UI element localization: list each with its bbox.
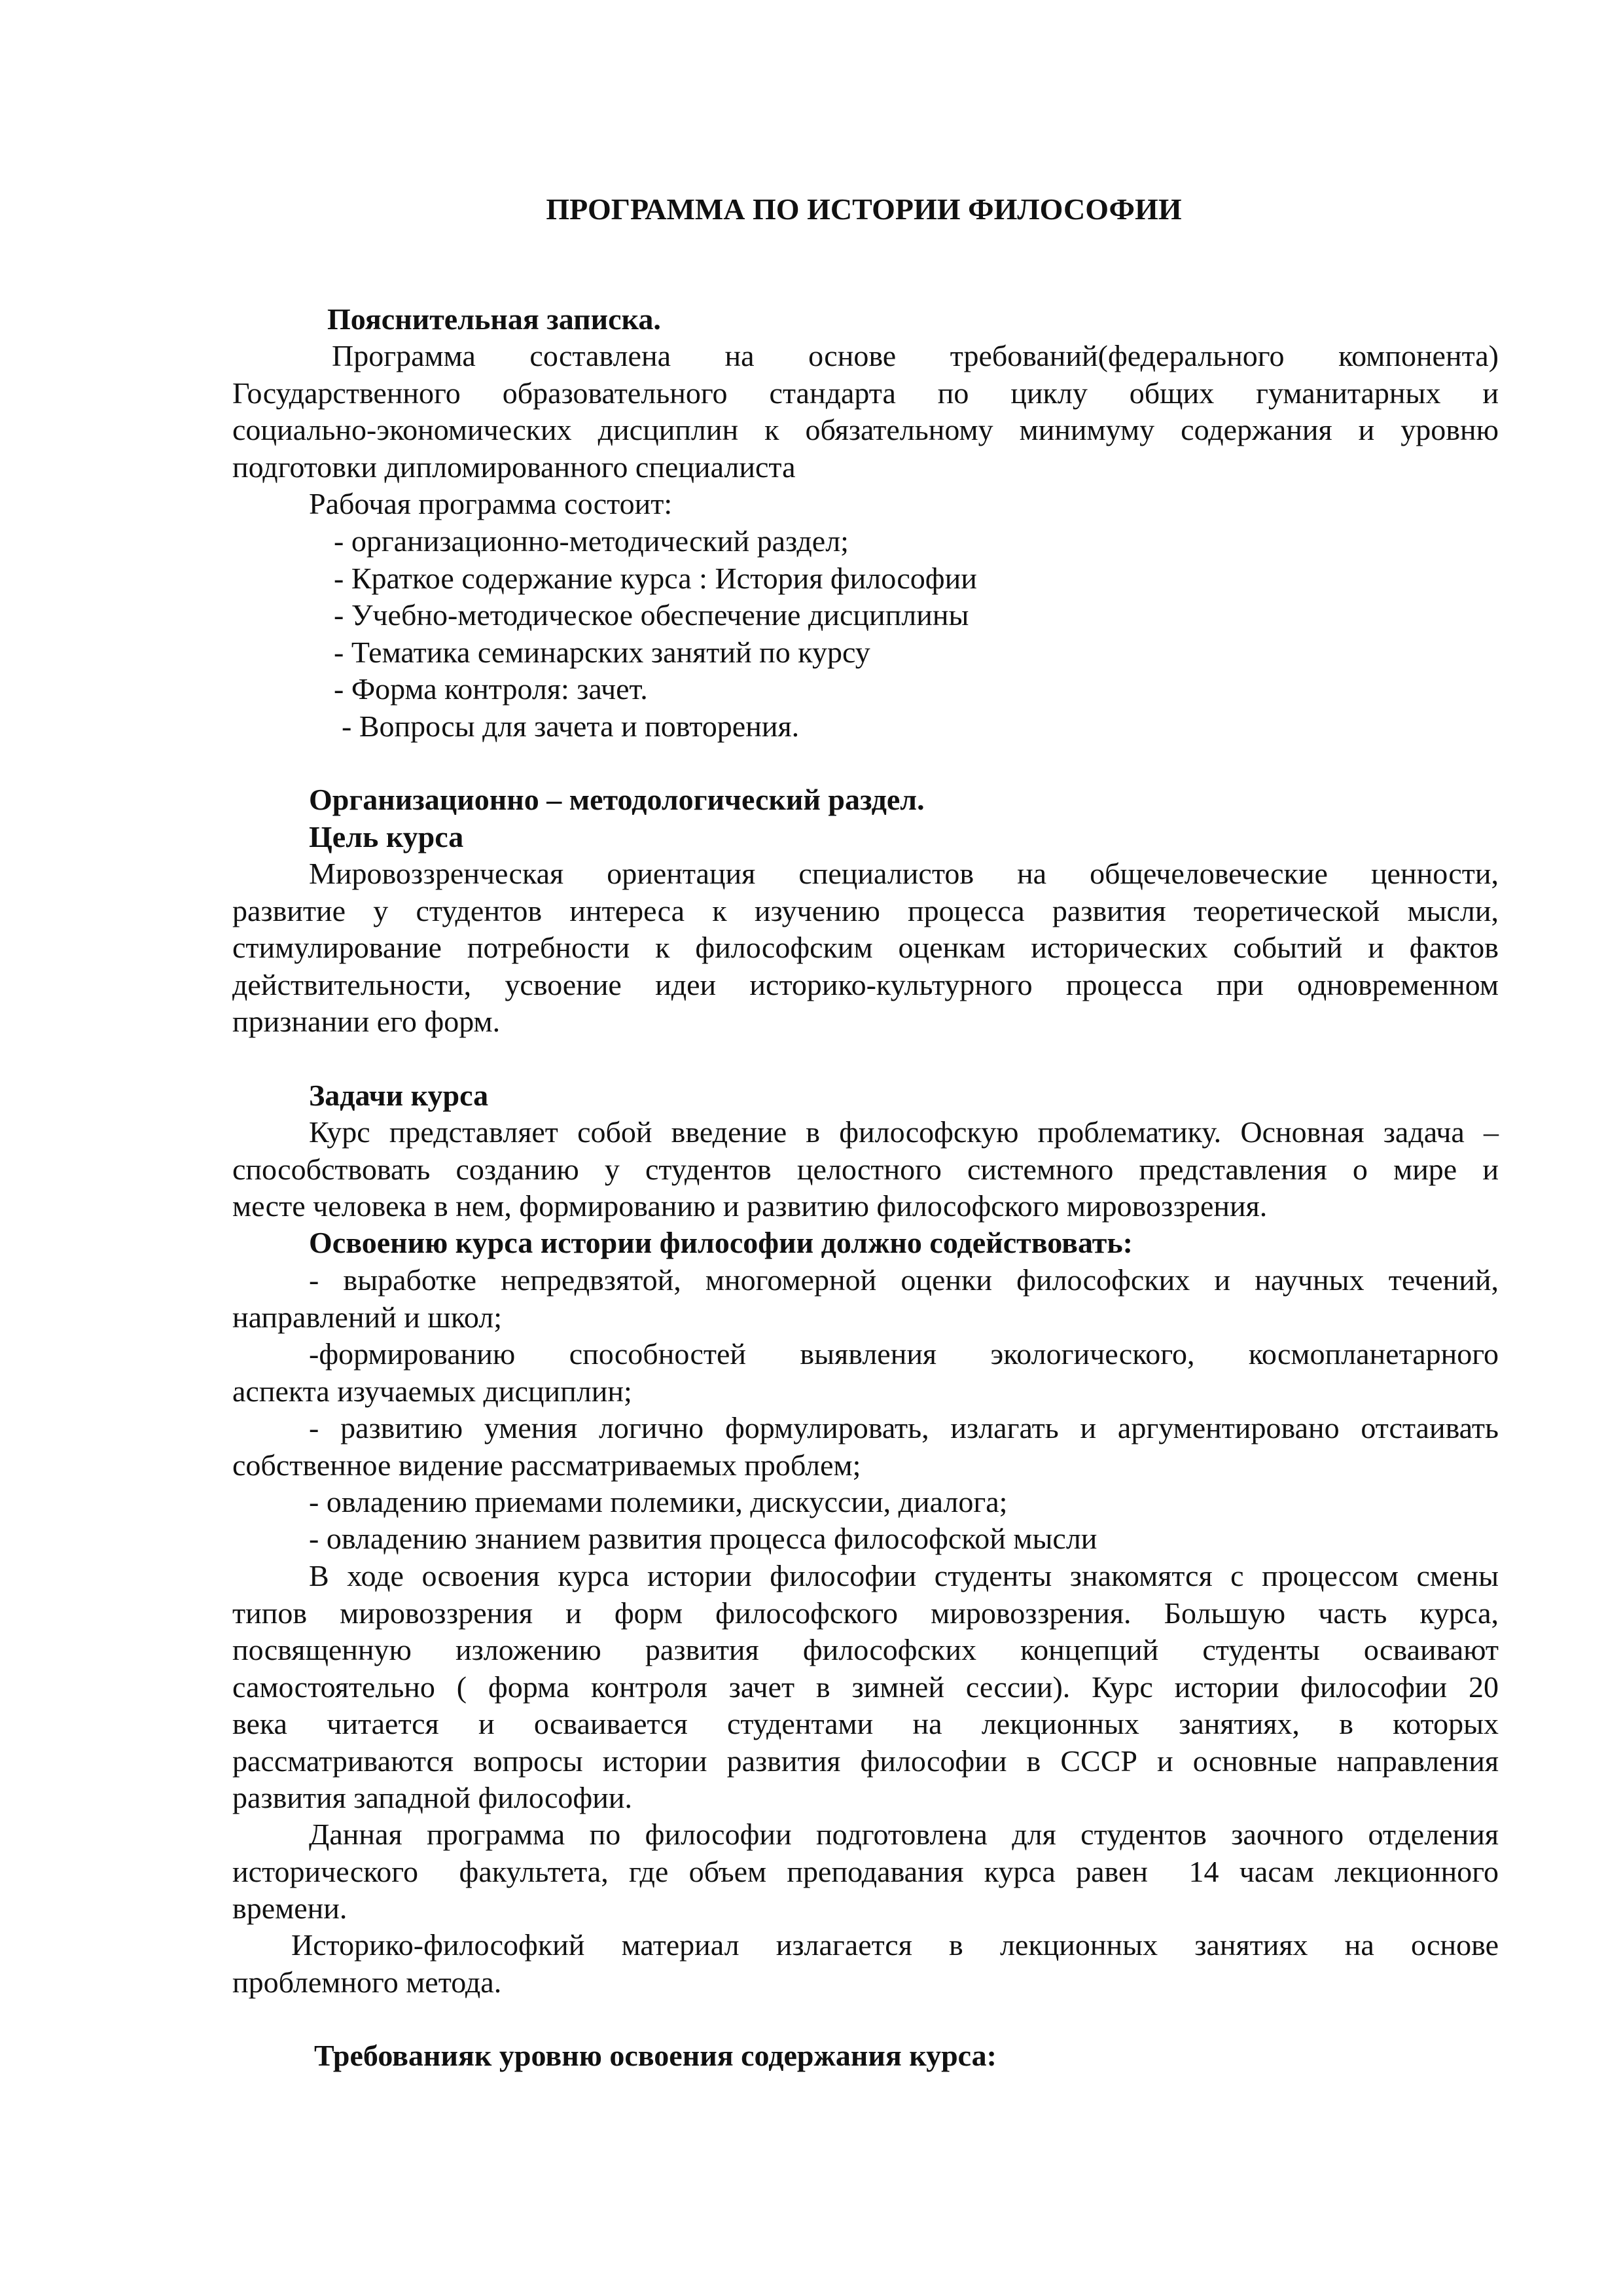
text-line: времени. [232, 1892, 348, 1925]
text-line: месте человека в нем, формированию и развитию философского мировоззрения. [232, 1189, 1268, 1223]
list-item: - Краткое содержание курса : История философии [334, 561, 977, 595]
text-line: Государственного образовательного стандарта по циклу общих гуманитарных и [232, 376, 1499, 410]
text-line: Мировоззренческая ориентация специалистов на общечеловеческие ценности, [309, 857, 1499, 890]
text-line: - развитию умения логично формулировать, излагать и аргументировано отстаивать [309, 1411, 1499, 1444]
list-item: - Учебно-методическое обеспечение дисциплины [334, 598, 969, 632]
text-line: стимулирование потребности к философским оценкам исторических событий и фактов [232, 931, 1499, 964]
list-item: - Тематика семинарских занятий по курсу [334, 635, 870, 669]
program-paragraph [232, 1816, 1499, 1928]
explanatory-heading: Пояснительная записка. [327, 302, 661, 336]
text-line: аспекта изучаемых дисциплин; [232, 1374, 632, 1408]
mastery-item-2 [232, 1336, 1499, 1410]
text-line: действительности, усвоение идеи историко-культурного процесса при одновременном [232, 967, 1499, 1001]
text-line: собственное видение рассматриваемых проблем; [232, 1448, 861, 1482]
text-line: самостоятельно ( форма контроля зачет в зимней сессии). Курс истории философии 20 [232, 1670, 1499, 1704]
mastery-item-5: - овладению знанием развития процесса философской мысли [309, 1522, 1097, 1555]
text-line: направлений и школ; [232, 1300, 502, 1334]
explanatory-paragraph [232, 338, 1499, 486]
text-line: исторического факультета, где объем преподавания курса равен 14 часам лекционного [232, 1854, 1499, 1888]
text-line: рассматриваются вопросы истории развития философии в СССР и основные направления [232, 1744, 1499, 1778]
org-section-heading: Организационно – методологический раздел. [309, 783, 925, 816]
mastery-item-3 [232, 1410, 1499, 1484]
text-line: Программа составлена на основе требований(федерального компонента) [332, 339, 1499, 372]
program-consists: Рабочая программа состоит: [309, 487, 673, 520]
list-item: - организационно-методический раздел; [334, 524, 849, 558]
text-line: Историко-философкий материал излагается в лекционных занятиях на основе [291, 1928, 1499, 1962]
text-line: социально-экономических дисциплин к обязательному минимуму содержания и уровню [232, 413, 1499, 446]
program-contents-list [334, 523, 1600, 745]
text-line: - выработке непредвзятой, многомерной оценки философских и научных течений, [309, 1263, 1499, 1297]
text-line: Курс представляет собой введение в философскую проблематику. Основная задача – [309, 1115, 1499, 1149]
list-item: - Форма контроля: зачет. [334, 672, 648, 706]
text-line: посвященную изложению развития философских концепций студенты осваивают [232, 1633, 1499, 1666]
goal-paragraph [232, 855, 1499, 1041]
tasks-heading: Задачи курса [309, 1079, 489, 1112]
mastery-heading: Освоению курса истории философии должно содействовать: [309, 1226, 1133, 1259]
text-line: развитие у студентов интереса к изучению процесса развития теоретической мысли, [232, 893, 1499, 927]
mastery-item-4: - овладению приемами полемики, дискуссии, диалога; [309, 1485, 1008, 1518]
list-item: - Вопросы для зачета и повторения. [342, 709, 800, 743]
text-line: подготовки дипломированного специалиста [232, 450, 796, 484]
text-line: развития западной философии. [232, 1781, 632, 1814]
text-line: Данная программа по философии подготовлена для студентов заочного отделения [309, 1818, 1499, 1851]
text-line: типов мировоззрения и форм философского мировоззрения. Большую часть курса, [232, 1596, 1499, 1630]
text-line: -формированию способностей выявления экологического, космопланетарного [309, 1337, 1499, 1371]
course-paragraph [232, 1558, 1499, 1817]
document-title: ПРОГРАММА ПО ИСТОРИИ ФИЛОСОФИИ [546, 192, 1182, 226]
text-line: века читается и осваивается студентами на лекционных занятиях, в которых [232, 1707, 1499, 1740]
tasks-paragraph [232, 1114, 1499, 1225]
method-paragraph [232, 1927, 1499, 2001]
text-line: способствовать созданию у студентов целостного системного представления о мире и [232, 1152, 1499, 1186]
mastery-item-1 [232, 1262, 1499, 1336]
requirements-heading: Требованияк уровню освоения содержания курса: [314, 2039, 997, 2072]
goal-heading: Цель курса [309, 820, 464, 853]
text-line: В ходе освоения курса истории философии студенты знакомятся с процессом смены [309, 1559, 1499, 1592]
text-line: признании его форм. [232, 1005, 501, 1038]
text-line: проблемного метода. [232, 1965, 502, 1999]
